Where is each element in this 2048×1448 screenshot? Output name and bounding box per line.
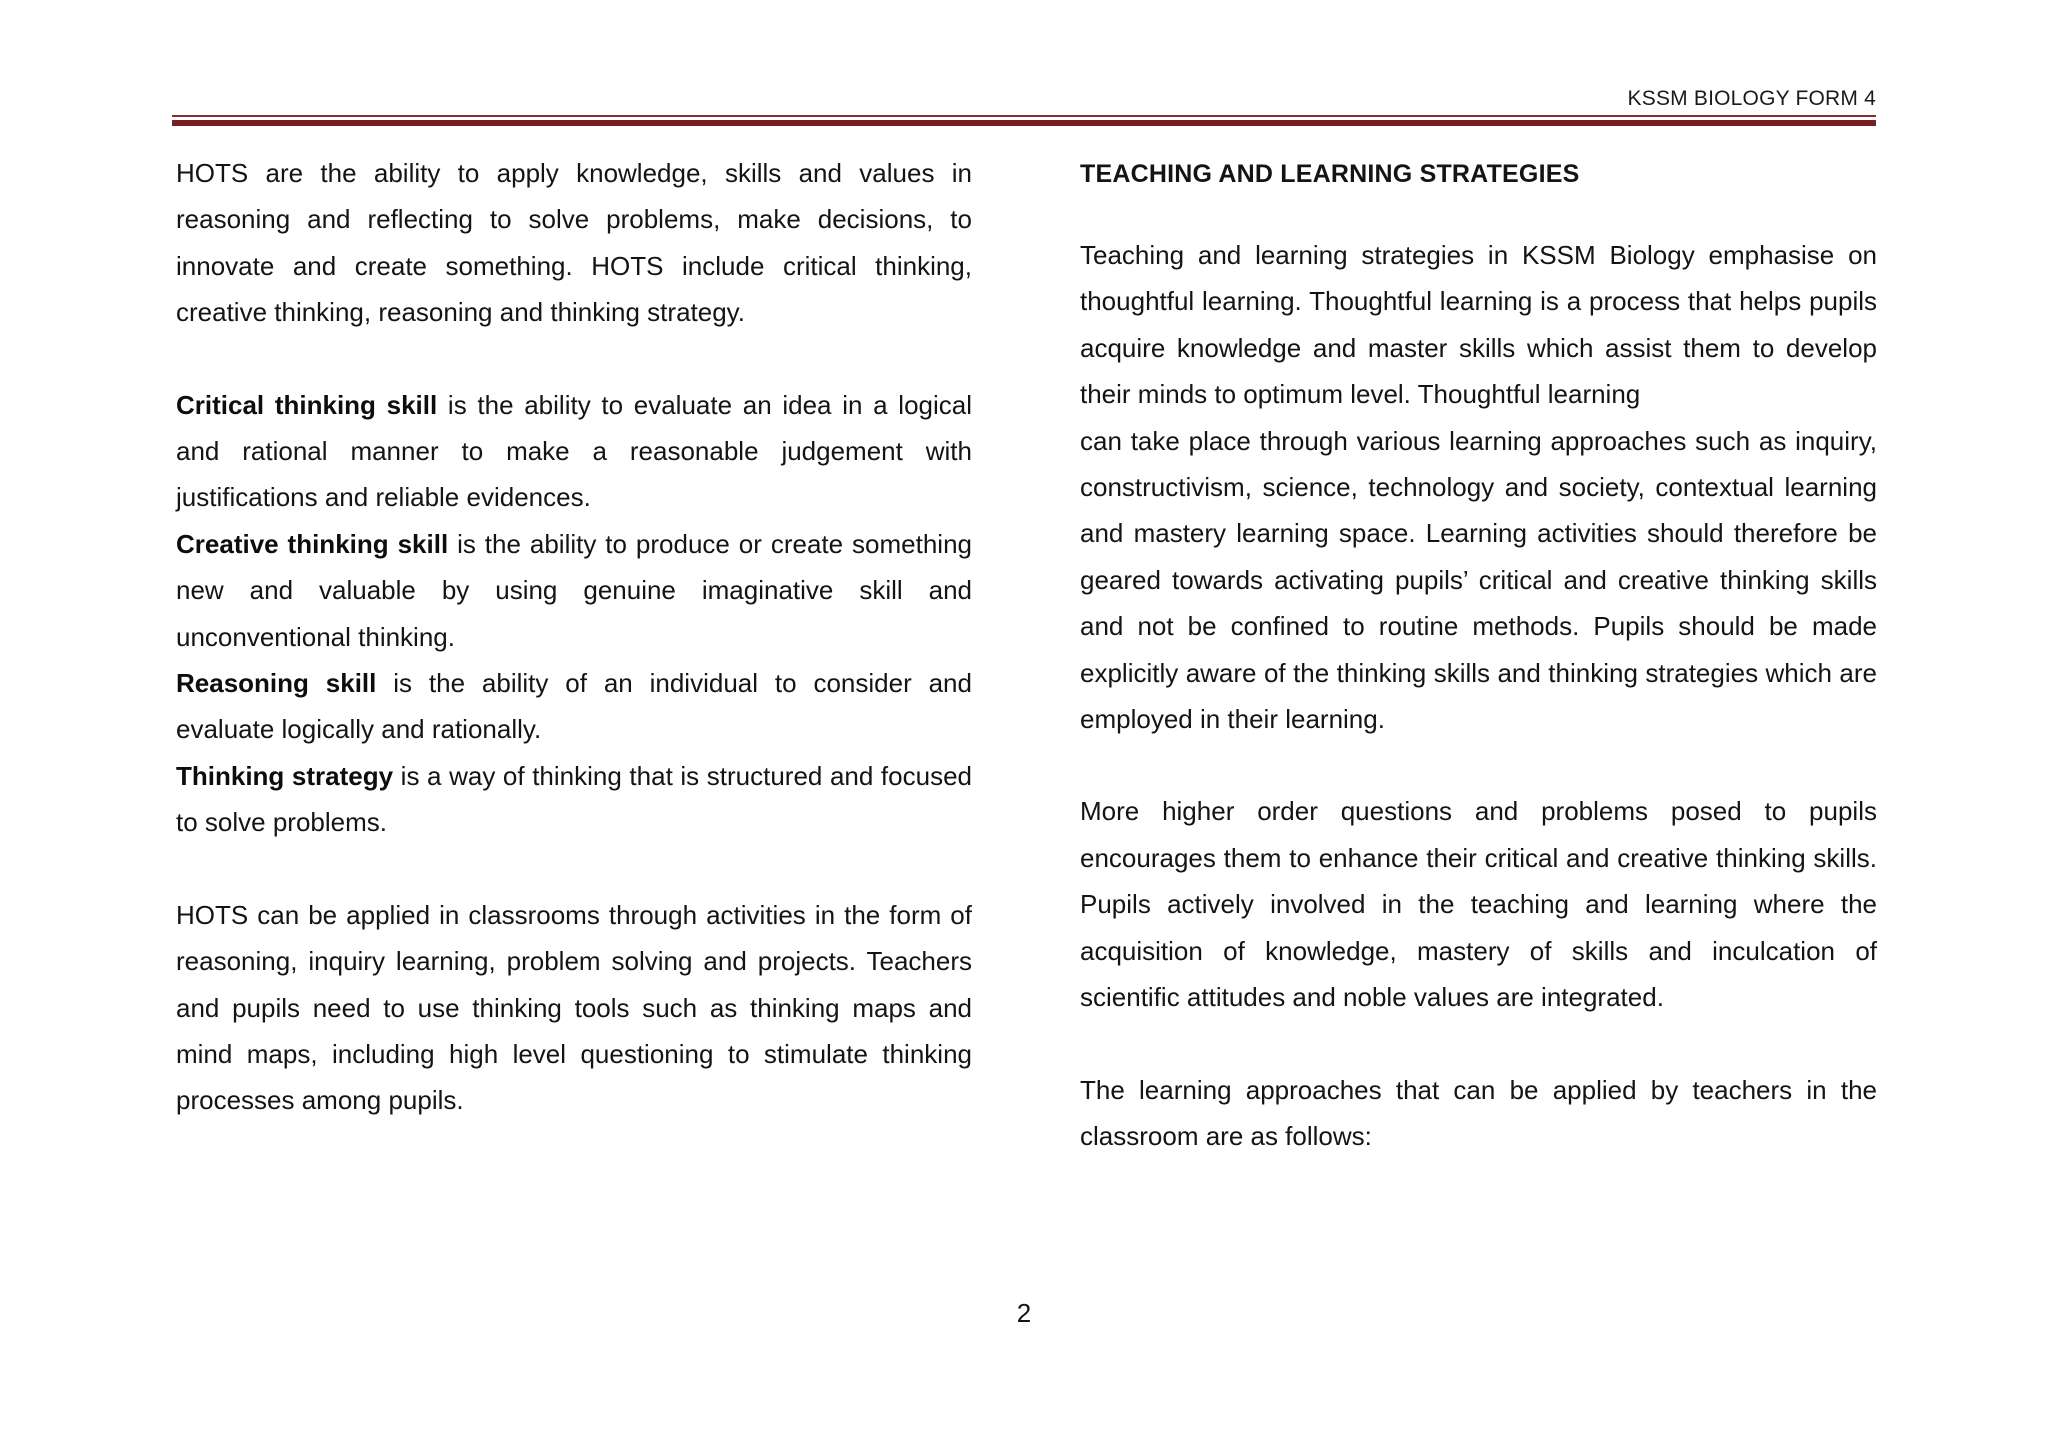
thinking-strategy-term: Thinking strategy <box>176 760 394 791</box>
creative-thinking-term: Creative thinking skill <box>176 528 449 559</box>
thinking-strategy-paragraph <box>176 753 972 846</box>
strategies-paragraph-part2: can take place through various learning approaches such as inquiry, constructivism, science, technology and society, contextual learning and mastery learning space. Learning activities should therefore be geared towards activating pupils’ critical and creative thinking skills and not be confined to routine methods. Pupils should be made explicitly aware of the thinking skills and thinking strategies which are employed in their learning. <box>1080 425 1877 735</box>
reasoning-paragraph <box>176 660 972 753</box>
creative-thinking-definition: is the ability to produce or create something new and valuable by using genuine imaginative skill and unconventional thinking. <box>176 528 972 652</box>
critical-thinking-definition: is the ability to evaluate an idea in a logical and rational manner to make a reasonable judgement with justifications and reliable evidences. <box>176 389 972 513</box>
critical-thinking-paragraph <box>176 382 972 521</box>
learning-approaches-intro: The learning approaches that can be applied by teachers in the classroom are as follows: <box>1080 1074 1877 1151</box>
paragraph-gap <box>1080 742 1877 788</box>
header-rule-thin <box>172 115 1876 117</box>
left-column <box>176 150 972 1124</box>
reasoning-definition: is the ability of an individual to consider and evaluate logically and rationally. <box>176 668 972 745</box>
critical-thinking-term: Critical thinking skill <box>176 389 438 420</box>
right-column <box>1080 150 1877 1159</box>
creative-thinking-paragraph <box>176 521 972 660</box>
paragraph-gap <box>1080 194 1877 232</box>
header-rule-thick <box>172 120 1876 126</box>
hots-intro-paragraph: HOTS are the ability to apply knowledge, skills and values in reasoning and reflecting to solve problems, make decisions, to innovate and create something. HOTS include critical thinking, creative thinking, reasoning and thinking strategy. <box>176 158 972 328</box>
higher-order-questions-paragraph: More higher order questions and problems posed to pupils encourages them to enhance their critical and creative thinking skills. Pupils actively involved in the teaching and learning where the acquisition of knowledge, mastery of skills and inculcation of scientific attitudes and noble values are integrated. <box>1080 796 1877 1013</box>
paragraph-gap <box>176 336 972 382</box>
section-heading: TEACHING AND LEARNING STRATEGIES <box>1080 160 1580 188</box>
strategies-paragraph-part1: Teaching and learning strategies in KSSM Biology emphasise on thoughtful learning. Thoughtful learning is a process that helps pupils acquire knowledge and master skills which assist them to develop their minds to optimum level. Thoughtful learning <box>1080 240 1877 410</box>
thinking-strategy-definition: is a way of thinking that is structured and focused to solve problems. <box>176 760 972 838</box>
page-number: 2 <box>1016 1298 1032 1328</box>
reasoning-term: Reasoning skill <box>176 668 377 699</box>
running-header: KSSM BIOLOGY FORM 4 <box>1627 87 1876 110</box>
paragraph-gap <box>1080 1021 1877 1067</box>
hots-classroom-paragraph: HOTS can be applied in classrooms through activities in the form of reasoning, inquiry learning, problem solving and projects. Teachers and pupils need to use thinking tools such as thinking maps and mind maps, including high level questioning to stimulate thinking processes among pupils. <box>176 899 972 1116</box>
paragraph-gap <box>176 846 972 892</box>
